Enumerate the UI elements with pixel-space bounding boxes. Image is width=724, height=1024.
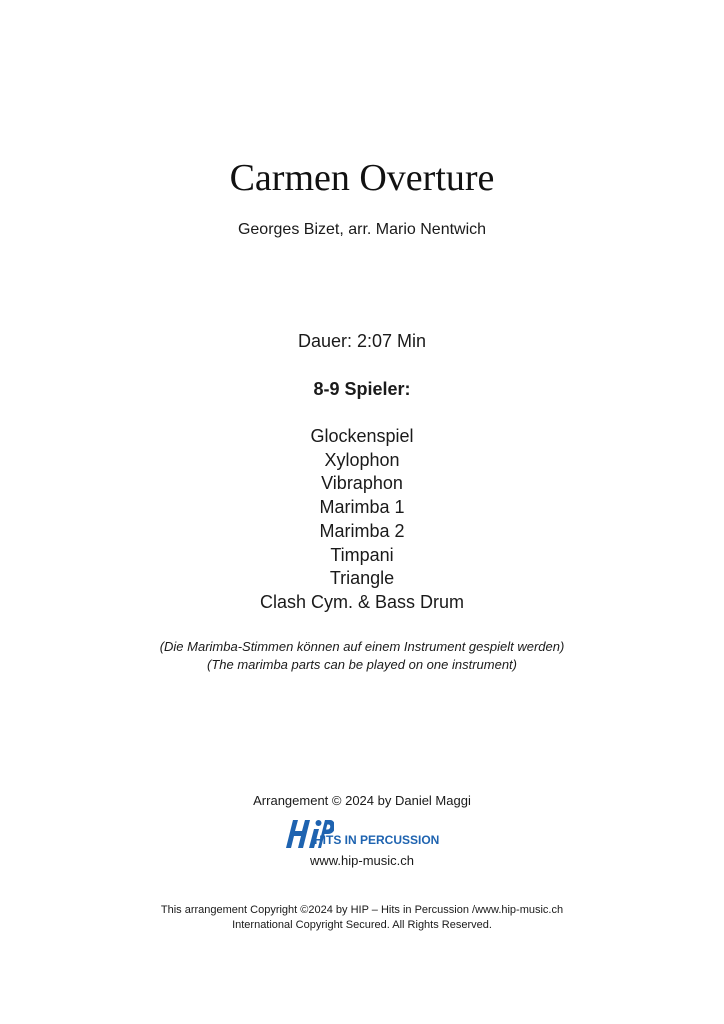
instrument-item: Triangle <box>329 568 395 589</box>
instrument-list <box>0 425 724 615</box>
instrument-item: Vibraphon <box>321 473 403 494</box>
instrument-item: Xylophon <box>324 449 400 470</box>
website-link[interactable]: www.hip-music.ch <box>309 853 415 868</box>
marimba-note-german: (Die Marimba-Stimmen können auf einem Instrument gespielt werden) <box>159 639 565 654</box>
marimba-note-english: (The marimba parts can be played on one instrument) <box>207 657 517 672</box>
players-heading: 8-9 Spieler: <box>313 379 411 399</box>
score-title: Carmen Overture <box>229 157 495 199</box>
instrument-item: Clash Cym. & Bass Drum <box>259 591 465 612</box>
instrument-item: Marimba 1 <box>319 497 405 518</box>
duration: Dauer: 2:07 Min <box>297 331 427 351</box>
instrument-item: Timpani <box>330 544 394 565</box>
hip-logo <box>282 812 446 854</box>
hip-logo-text: HITS IN PERCUSSION <box>314 833 440 847</box>
instrument-item: Glockenspiel <box>310 426 414 446</box>
arrangement-credit: Arrangement © 2024 by Daniel Maggi <box>253 793 471 808</box>
copyright-line-1: This arrangement Copyright ©2024 by HIP – Hits in Percussion /www.hip-music.ch <box>160 904 564 916</box>
composer-arranger: Georges Bizet, arr. Mario Nentwich <box>237 221 487 238</box>
copyright-line-2: International Copyright Secured. All Rights Reserved. <box>232 919 492 931</box>
instrument-item: Marimba 2 <box>319 520 405 541</box>
